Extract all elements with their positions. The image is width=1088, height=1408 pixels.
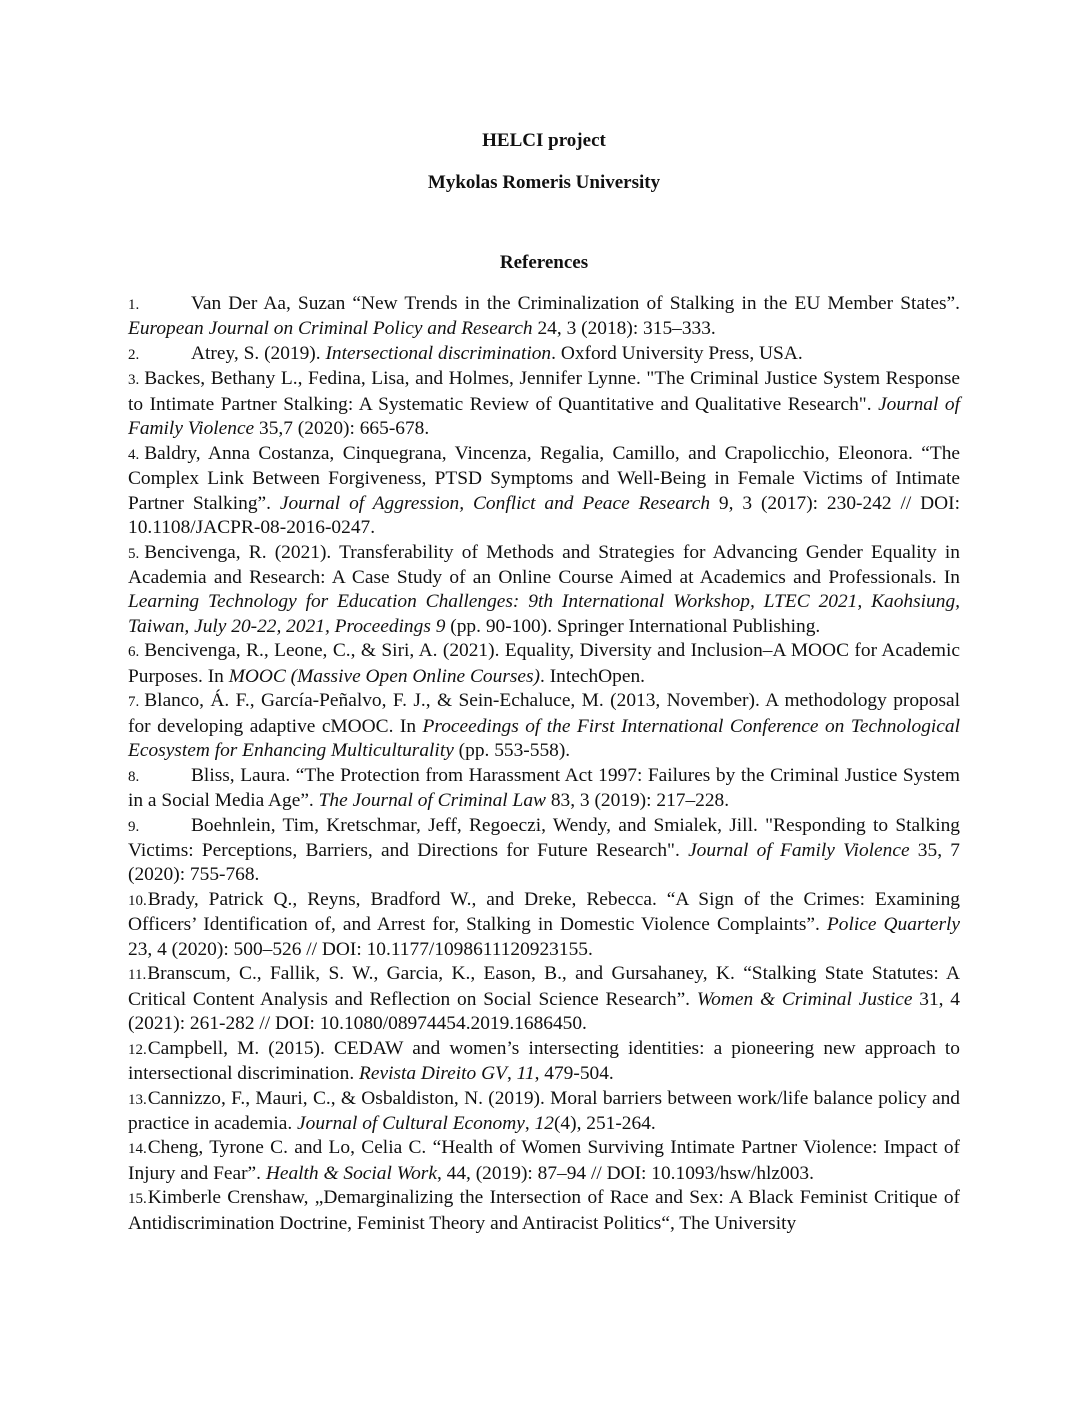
reference-text: ,	[524, 1112, 535, 1134]
reference-text: Van Der Aa, Suzan “New Trends in the Criminalization of Stalking in the EU Member States”.	[191, 293, 960, 314]
reference-number: 5.	[128, 545, 140, 562]
reference-number: 12.	[128, 1041, 147, 1058]
reference-number: 2.	[128, 346, 140, 363]
reference-source-title: Women & Criminal Justice	[696, 988, 913, 1010]
reference-item	[128, 342, 960, 367]
reference-source-title: Health & Social Work	[265, 1162, 437, 1184]
reference-text: 35,7 (2020): 665-678.	[254, 418, 430, 440]
reference-number: 14.	[128, 1141, 147, 1158]
reference-text: Cannizzo, F., Mauri, C., & Osbaldiston, N. (2019). Moral barriers between work/life balance policy and practice in academia.	[128, 1087, 960, 1134]
reference-item	[128, 1037, 960, 1087]
reference-item	[128, 292, 960, 342]
reference-text: ,	[506, 1063, 517, 1085]
reference-number: 13.	[128, 1091, 147, 1108]
reference-source-title: 11	[516, 1063, 535, 1085]
reference-text: 31, 4 (2021): 261-282 // DOI: 10.1080/08974454.2019.1686450.	[128, 988, 960, 1035]
reference-source-title: Proceedings of the First International Conference on Technological Ecosystem for Enhancing Multiculturality	[128, 715, 960, 762]
reference-number: 3.	[128, 372, 140, 389]
reference-number: 10.	[128, 892, 147, 909]
reference-text: Blanco, Á. F., García-Peñalvo, F. J., & Sein-Echaluce, M. (2013, November). A methodology proposal for developing adaptive cMOOC. In	[128, 690, 960, 737]
reference-item	[128, 639, 960, 689]
reference-item	[128, 541, 960, 640]
reference-number: 9.	[128, 818, 140, 835]
reference-text: Brady, Patrick Q., Reyns, Bradford W., and Dreke, Rebecca. “A Sign of the Crimes: Examining Officers’ Identification of, and Arrest for, Stalking in Domestic Violence Complaints”.	[128, 888, 960, 936]
reference-text: Kimberle Crenshaw, „Demarginalizing the Intersection of Race and Sex: A Black Feminist Critique of Antidiscrimination Doctrine, Feminist Theory and Antiracist Politics“, The University	[128, 1187, 960, 1234]
reference-source-title: MOOC (Massive Open Online Courses)	[228, 665, 541, 687]
reference-number: 6.	[128, 644, 140, 661]
reference-source-title: Learning Technology for Education Challenges: 9th International Workshop, LTEC 2021, Kaohsiung, Taiwan, July 20-22, 2021, Proceedings 9	[128, 591, 960, 637]
reference-item	[128, 1186, 960, 1236]
reference-text: Atrey, S. (2019).	[191, 342, 326, 364]
reference-item	[128, 367, 960, 441]
reference-text: (4), 251-264.	[553, 1112, 656, 1134]
reference-text: , 479-504.	[534, 1063, 614, 1085]
project-title: HELCI project	[482, 130, 606, 151]
reference-number: 7.	[128, 694, 140, 711]
reference-text: Cheng, Tyrone C. and Lo, Celia C. “Health of Women Surviving Intimate Partner Violence: Impact of Injury and Fear”.	[128, 1137, 960, 1184]
reference-text: Boehnlein, Tim, Kretschmar, Jeff, Regoeczi, Wendy, and Smialek, Jill. "Responding to Stalking Victims: Perceptions, Barriers, and Directions for Future Research".	[128, 814, 960, 861]
reference-source-title: Journal of Family Violence	[128, 393, 960, 440]
reference-text: Campbell, M. (2015). CEDAW and women’s intersecting identities: a pioneering new approach to intersectional discrimination.	[128, 1037, 960, 1085]
reference-number: 4.	[128, 446, 140, 463]
reference-item	[128, 442, 960, 541]
reference-text: Backes, Bethany L., Fedina, Lisa, and Holmes, Jennifer Lynne. "The Criminal Justice System Response to Intimate Partner Stalking: A Systematic Review of Quantitative and Qualitative Research".	[128, 368, 960, 415]
reference-source-title: The Journal of Criminal Law	[318, 790, 546, 812]
reference-source-title: 12	[534, 1112, 554, 1134]
reference-item	[128, 1136, 960, 1186]
reference-item	[128, 689, 960, 763]
reference-text: 23, 4 (2020): 500–526 // DOI: 10.1177/1098611120923155.	[128, 938, 593, 960]
reference-text: . Oxford University Press, USA.	[551, 342, 803, 364]
references-heading: References	[499, 252, 589, 273]
reference-text: 83, 3 (2019): 217–228.	[545, 790, 730, 812]
reference-source-title: Journal of Aggression, Conflict and Peace Research	[279, 492, 711, 514]
reference-number: 1.	[128, 297, 140, 313]
reference-text: (pp. 90-100). Springer International Publishing.	[445, 615, 821, 637]
reference-text: Bencivenga, R., Leone, C., & Siri, A. (2021). Equality, Diversity and Inclusion–A MOOC for Academic Purposes. In	[128, 640, 960, 687]
reference-number: 11.	[128, 967, 147, 984]
university-name: Mykolas Romeris University	[427, 172, 661, 193]
reference-text: 9, 3 (2017): 230-242 // DOI: 10.1108/JACPR-08-2016-0247.	[128, 492, 960, 539]
reference-item	[128, 814, 960, 888]
reference-text: Bliss, Laura. “The Protection from Harassment Act 1997: Failures by the Criminal Justice System in a Social Media Age”.	[128, 764, 960, 812]
reference-text: Branscum, C., Fallik, S. W., Garcia, K., Eason, B., and Gursahaney, K. “Stalking State Statutes: A Critical Content Analysis and Reflection on Social Science Research”.	[128, 963, 960, 1010]
reference-source-title: European Journal on Criminal Policy and Research	[128, 318, 533, 340]
reference-source-title: Journal of Cultural Economy	[297, 1112, 525, 1134]
reference-list	[128, 292, 960, 1236]
reference-source-title: Revista Direito GV	[359, 1063, 507, 1085]
reference-text: Baldry, Anna Costanza, Cinquegrana, Vincenza, Regalia, Camillo, and Crapolicchio, Eleonora. “The Complex Link Between Forgiveness, PTSD Symptoms and Well-Being in Female Victims of Intimate Partner Stalking”.	[128, 442, 960, 514]
reference-source-title: Journal of Family Violence	[688, 839, 910, 861]
reference-item	[128, 764, 960, 814]
reference-text: . IntechOpen.	[540, 665, 646, 687]
reference-item	[128, 888, 960, 962]
reference-source-title: Intersectional discrimination	[325, 342, 552, 364]
reference-number: 8.	[128, 768, 140, 785]
reference-text: Bencivenga, R. (2021). Transferability of Methods and Strategies for Advancing Gender Equality in Academia and Research: A Case Study of an Online Course Aimed at Academics and Professionals. In	[128, 541, 960, 588]
reference-number: 15.	[128, 1191, 147, 1208]
reference-text: 24, 3 (2018): 315–333.	[532, 318, 716, 340]
reference-text: (pp. 553-558).	[453, 740, 571, 762]
reference-source-title: Police Quarterly	[826, 914, 960, 936]
reference-text: , 44, (2019): 87–94 // DOI: 10.1093/hsw/hlz003.	[436, 1162, 814, 1184]
reference-item	[128, 1087, 960, 1137]
reference-text: 35, 7 (2020): 755-768.	[128, 839, 960, 886]
reference-item	[128, 962, 960, 1036]
